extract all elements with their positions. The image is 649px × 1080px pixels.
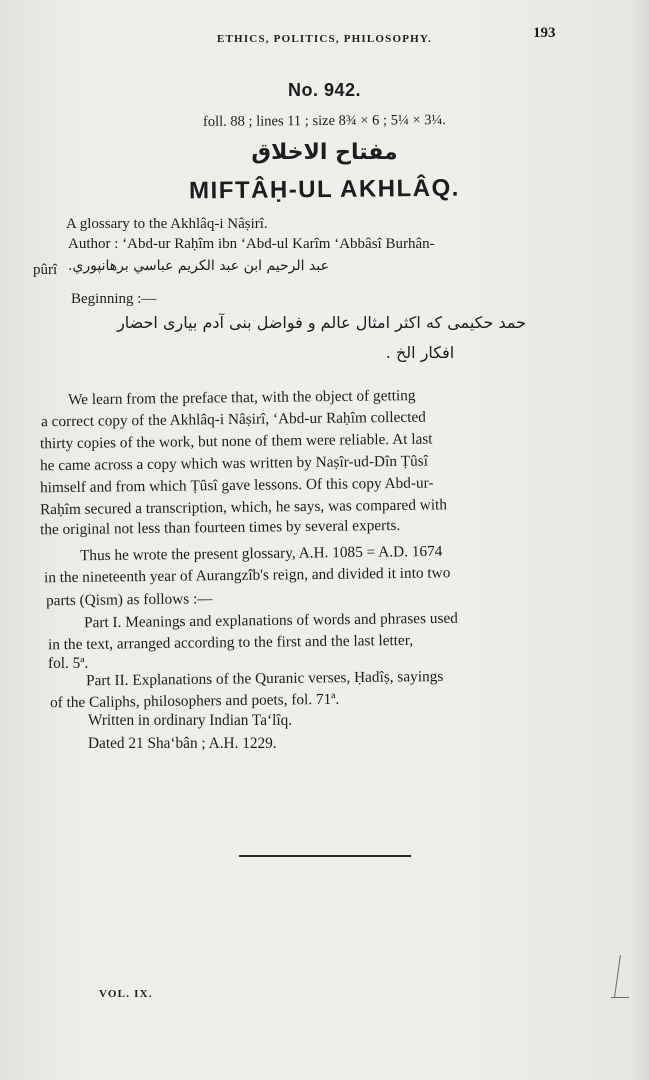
body-line: Written in ordinary Indian Ta‘lîq.	[88, 712, 293, 729]
body-line: We learn from the preface that, with the object of getting	[67, 387, 416, 409]
intro-line-beginning: Beginning :—	[71, 291, 157, 307]
body-line: in the text, arranged according to the first and the last letter,	[47, 631, 414, 654]
body-line: of the Caliphs, philosophers and poets, fol. 71ª.	[49, 690, 340, 712]
page-number: 193	[533, 25, 556, 41]
body-line: he came across a copy which was written by Naṣîr-ud-Dîn Ṭûsî	[39, 452, 429, 475]
entry-title: MIFTÂḤ-UL AKHLÂQ.	[188, 174, 461, 205]
body-line: thirty copies of the work, but none of them were reliable. At last	[39, 430, 433, 453]
body-line: a correct copy of the Akhlâq-i Nâṣirî, ‘Abd-ur Raḥîm collected	[40, 408, 426, 431]
manuscript-specs: foll. 88 ; lines 11 ; size 8¾ × 6 ; 5¼ × 3¼.	[202, 112, 447, 130]
intro-line-glossary: A glossary to the Akhlâq-i Nâṣirî.	[66, 216, 268, 232]
margin-pencil-mark	[611, 997, 629, 998]
body-line: the original not less than fourteen times by several experts.	[39, 516, 401, 539]
intro-line-author-latin-cont: pûrî	[33, 262, 58, 278]
section-divider	[239, 855, 411, 857]
body-line: Dated 21 Sha‘bân ; A.H. 1229.	[88, 735, 277, 752]
margin-pencil-mark	[614, 955, 621, 997]
running-head: ETHICS, POLITICS, PHILOSOPHY.	[216, 33, 433, 45]
beginning-arabic-line-2: افكار الخ .	[385, 343, 455, 362]
body-line: in the nineteenth year of Aurangzîb's reign, and divided it into two	[43, 564, 451, 587]
arabic-title: مفتاح الاخلاق	[251, 140, 398, 165]
body-line: Thus he wrote the present glossary, A.H. 1085 = A.D. 1674	[79, 542, 443, 565]
body-line: Part I. Meanings and explanations of words and phrases used	[83, 609, 458, 632]
beginning-arabic-line-1: حمد حكيمى كه اكثر امثال عالم و فواضل بنى آدم بيارى احضار	[117, 313, 526, 332]
intro-line-author: Author : ‘Abd-ur Raḥîm ibn ‘Abd-ul Karîm ‘Abbâsî Burhân-	[68, 236, 435, 252]
entry-number: No. 942.	[287, 80, 362, 100]
body-line: Raḥîm secured a transcription, which, he says, was compared with	[39, 496, 448, 519]
body-line: Part II. Explanations of the Quranic verses, Ḥadîṣ, sayings	[85, 667, 444, 690]
volume-label: VOL. IX.	[99, 988, 153, 1000]
body-line: parts (Qism) as follows :—	[45, 590, 213, 610]
intro-line-author-arabic: عبد الرحيم ابن عبد الكريم عباسي برهانپوري.	[68, 258, 329, 274]
body-line: fol. 5ª.	[48, 655, 89, 672]
body-line: himself and from which Ṭûsî gave lessons. Of this copy Abd-ur-	[39, 474, 434, 497]
